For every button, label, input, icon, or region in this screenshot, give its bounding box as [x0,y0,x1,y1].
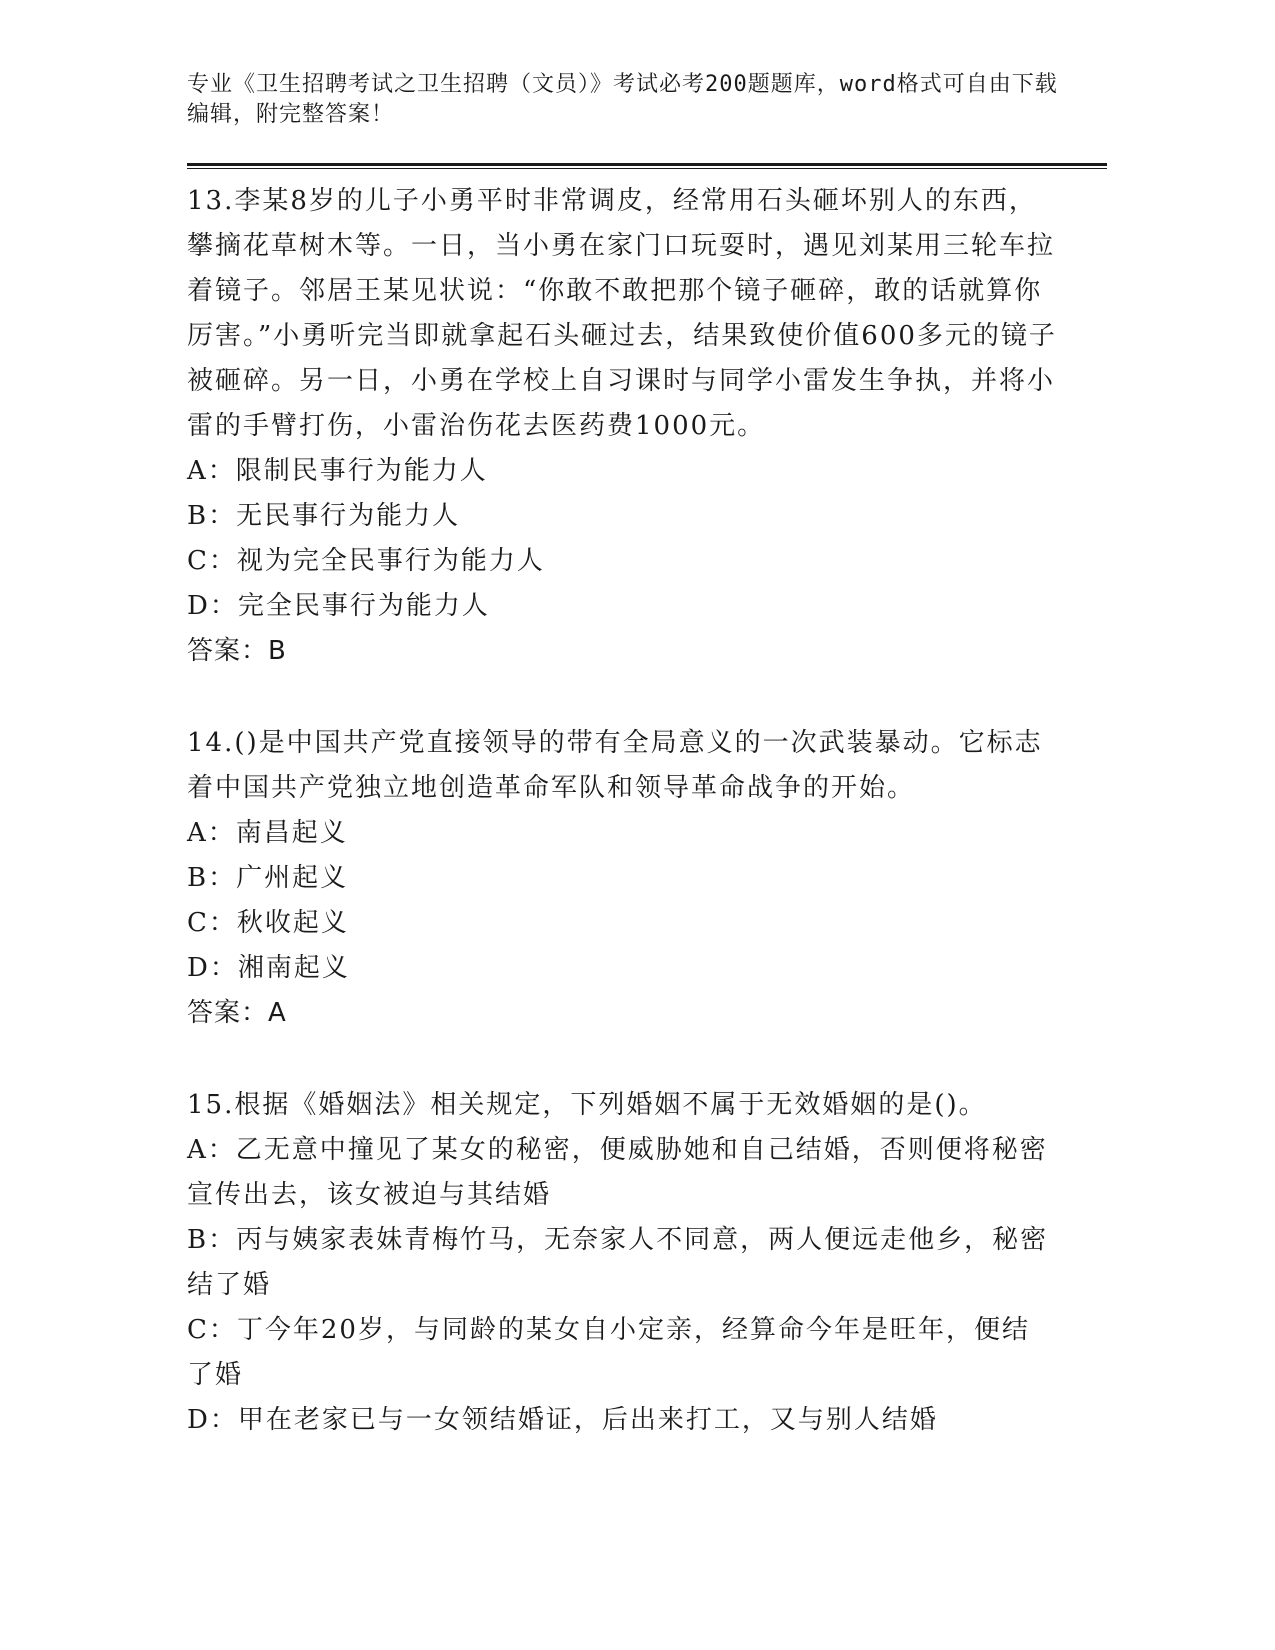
option-a: A：乙无意中撞见了某女的秘密，便威胁她和自己结婚，否则便将秘密宣传出去，该女被迫与其结婚 [187,1135,1048,1210]
divider-thick-line [187,163,1107,166]
option-d: D：完全民事行为能力人 [187,591,490,621]
question-stem: 13.李某8岁的儿子小勇平时非常调皮，经常用石头砸坏别人的东西，攀摘花草树木等。一日，当小勇在家门口玩耍时，遇见刘某用三轮车拉着镜子。邻居王某见状说：“你敢不敢把那个镜子砸碎，敢的话就算你厉害。”小勇听完当即就拿起石头砸过去，结果致使价值600多元的镜子被砸碎。另一日，小勇在学校上自习课时与同学小雷发生争执，并将小雷的手臂打伤，小雷治伤花去医药费1000元。 [187,186,1057,441]
question-14 [187,721,1107,1036]
option-d: D：甲在老家已与一女领结婚证，后出来打工，又与别人结婚 [187,1405,938,1435]
answer-line: 答案：A [187,998,287,1028]
option-d: D：湘南起义 [187,953,350,983]
option-c: C：丁今年20岁，与同龄的某女自小定亲，经算命今年是旺年，便结了婚 [187,1315,1030,1390]
option-c: C：秋收起义 [187,908,349,938]
document-page [187,70,1107,1490]
option-b: B：丙与姨家表妹青梅竹马，无奈家人不同意，两人便远走他乡，秘密结了婚 [187,1225,1049,1300]
question-stem: 14.()是中国共产党直接领导的带有全局意义的一次武装暴动。它标志着中国共产党独立地创造革命军队和领导革命战争的开始。 [187,728,1043,803]
divider-thin-line [187,168,1107,169]
header-divider [187,163,1107,169]
answer-line: 答案：B [187,636,287,666]
option-b: B：广州起义 [187,863,349,893]
question-stem: 15.根据《婚姻法》相关规定，下列婚姻不属于无效婚姻的是()。 [187,1090,987,1120]
document-header: 专业《卫生招聘考试之卫生招聘（文员）》考试必考200题题库，word格式可自由下载编辑，附完整答案！ [187,72,1058,127]
option-c: C：视为完全民事行为能力人 [187,546,545,576]
question-list [187,179,1107,1443]
question-13 [187,179,1107,674]
option-a: A：南昌起义 [187,818,348,848]
option-a: A：限制民事行为能力人 [187,456,488,486]
option-b: B：无民事行为能力人 [187,501,461,531]
question-15 [187,1083,1107,1443]
